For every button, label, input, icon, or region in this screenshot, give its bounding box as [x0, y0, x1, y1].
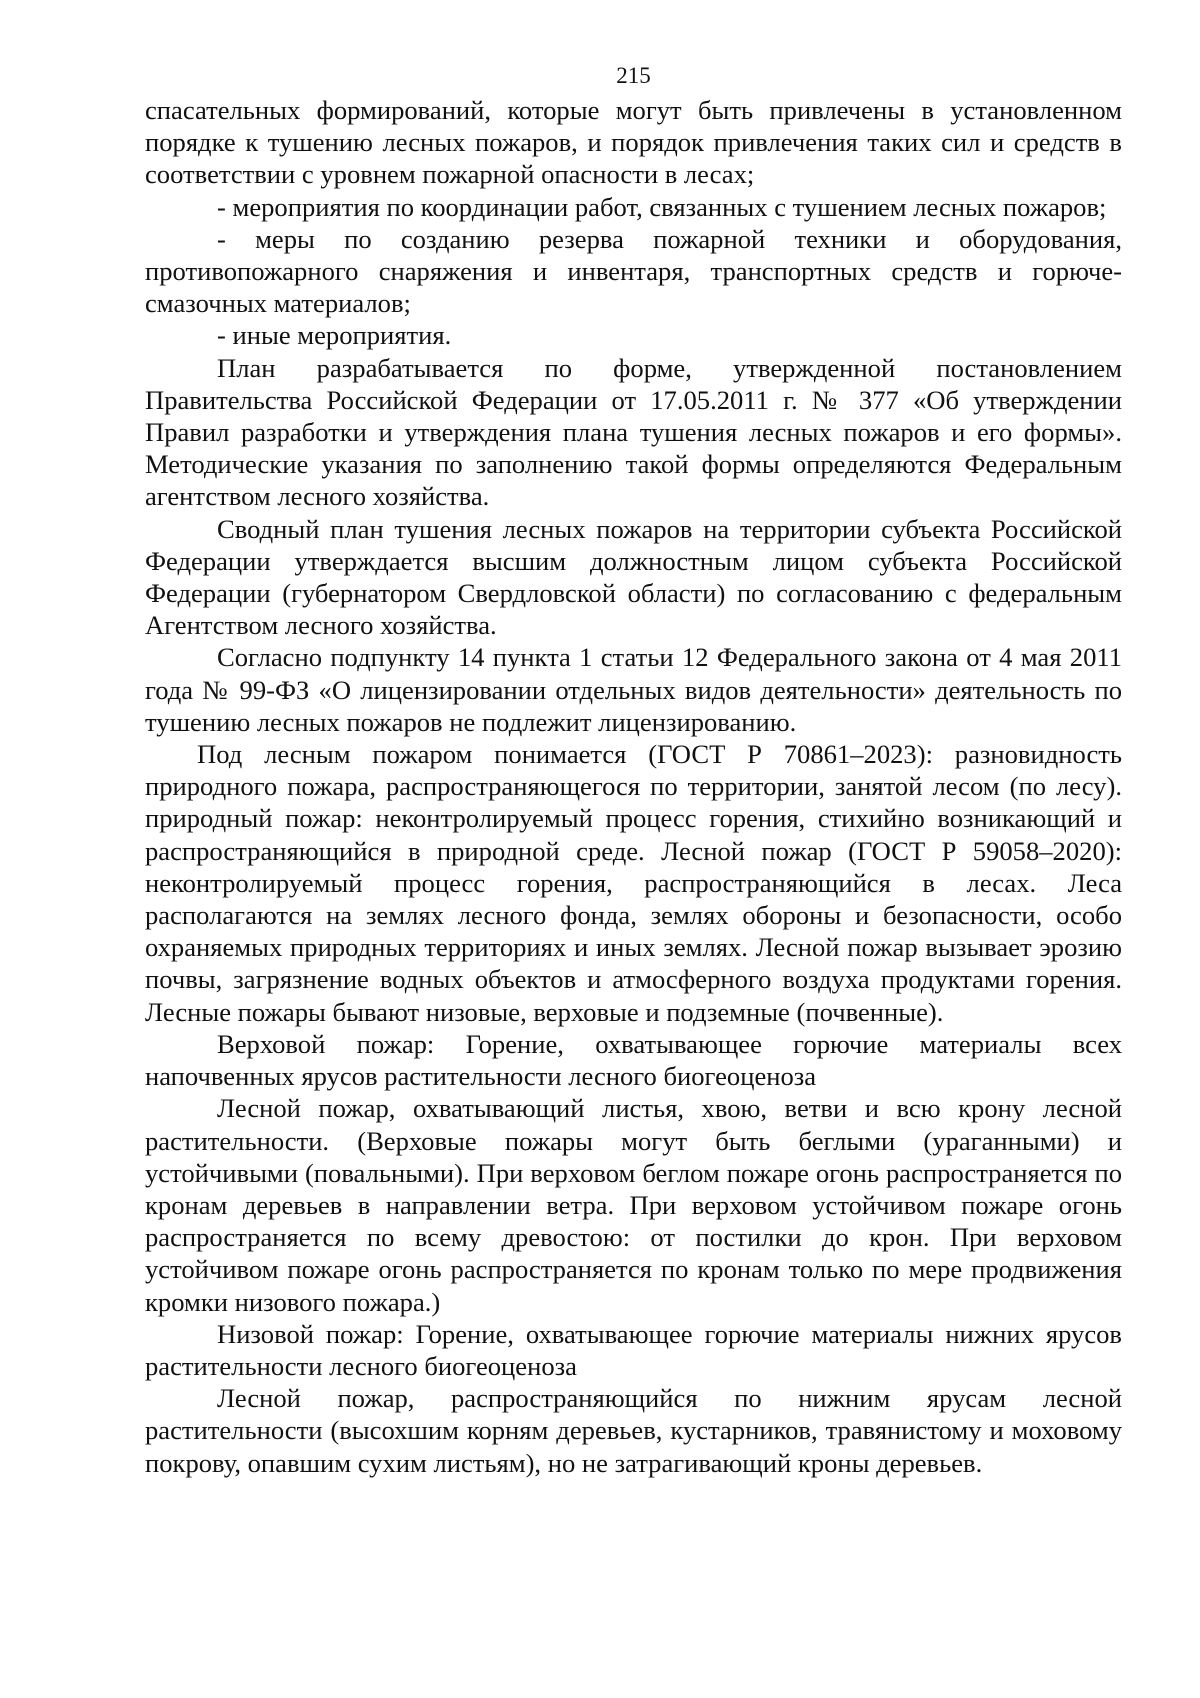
paragraph-plan-form: План разрабатывается по форме, утвержденной постановлением Правительства Российской Федерации от 17.05.2011 г. № 377 «Об утверждении Правил разработки и утверждения плана тушения лесных пожаров и его формы». Методические указания по заполнению такой формы определяются Федеральным агентством лесного хозяйства. — [145, 352, 1122, 512]
paragraph-crown-fire-description: Лесной пожар, охватывающий листья, хвою, ветви и всю крону лесной растительности. (Верховые пожары могут быть беглыми (ураганными) и устойчивыми (повальными). При верховом беглом пожаре огонь распространяется по кронам деревьев в направлении ветра. При верховом устойчивом пожаре огонь распространяется по всему древостою: от постилки до крон. При верховом устойчивом пожаре огонь распространяется по кронам только по мере продвижения кромки низового пожара.) — [145, 1093, 1122, 1317]
paragraph-summary-plan: Сводный план тушения лесных пожаров на территории субъекта Российской Федерации утверждается высшим должностным лицом субъекта Российской Федерации (губернатором Свердловской области) по согласованию с федеральным Агентством лесного хозяйства. — [145, 513, 1122, 641]
paragraph-coordination-measures: - мероприятия по координации работ, связанных с тушением лесных пожаров; — [217, 191, 1107, 222]
paragraph-licensing: Согласно подпункту 14 пункта 1 статьи 12 Федерального закона от 4 мая 2011 года № 99-ФЗ «О лицензировании отдельных видов деятельности» деятельность по тушению лесных пожаров не подлежит лицензированию. — [145, 642, 1122, 737]
paragraph-other-measures: - иные мероприятия. — [217, 320, 452, 351]
paragraph-rescue-formations: спасательных формирований, которые могут быть привлечены в установленном порядке к тушению лесных пожаров, и порядок привлечения таких сил и средств в соответствии с уровнем пожарной опасности в лесах; — [145, 95, 1122, 190]
document-page — [145, 62, 1122, 1479]
paragraph-surface-fire-term: Низовой пожар: Горение, охватывающее горючие материалы нижних ярусов растительности лесного биогеоценоза — [145, 1318, 1122, 1381]
paragraph-crown-fire-term: Верховой пожар: Горение, охватывающее горючие материалы всех напочвенных ярусов растительности лесного биогеоценоза — [145, 1028, 1122, 1092]
paragraph-forest-fire-definition: Под лесным пожаром понимается (ГОСТ Р 70861–2023): разновидность природного пожара, распространяющегося по территории, занятой лесом (по лесу). природный пожар: неконтролируемый процесс горения, стихийно возникающий и распространяющийся в природной среде. Лесной пожар (ГОСТ Р 59058–2020): неконтролируемый процесс горения, распространяющийся в лесах. Леса располагаются на землях лесного фонда, землях обороны и безопасности, особо охраняемых природных территориях и иных землях. Лесной пожар вызывает эрозию почвы, загрязнение водных объектов и атмосферного воздуха продуктами горения. Лесные пожары бывают низовые, верховые и подземные (почвенные). — [145, 739, 1122, 1027]
paragraph-reserve-measures: - меры по созданию резерва пожарной техники и оборудования, противопожарного снаряжения и инвентаря, транспортных средств и горюче-смазочных материалов; — [145, 223, 1122, 319]
page-number: 215 — [616, 63, 651, 88]
paragraph-surface-fire-description: Лесной пожар, распространяющийся по нижним ярусам лесной растительности (высохшим корням деревьев, кустарников, травянистому и моховому покрову, опавшим сухим листьям), но не затрагивающий кроны деревьев. — [145, 1383, 1122, 1478]
